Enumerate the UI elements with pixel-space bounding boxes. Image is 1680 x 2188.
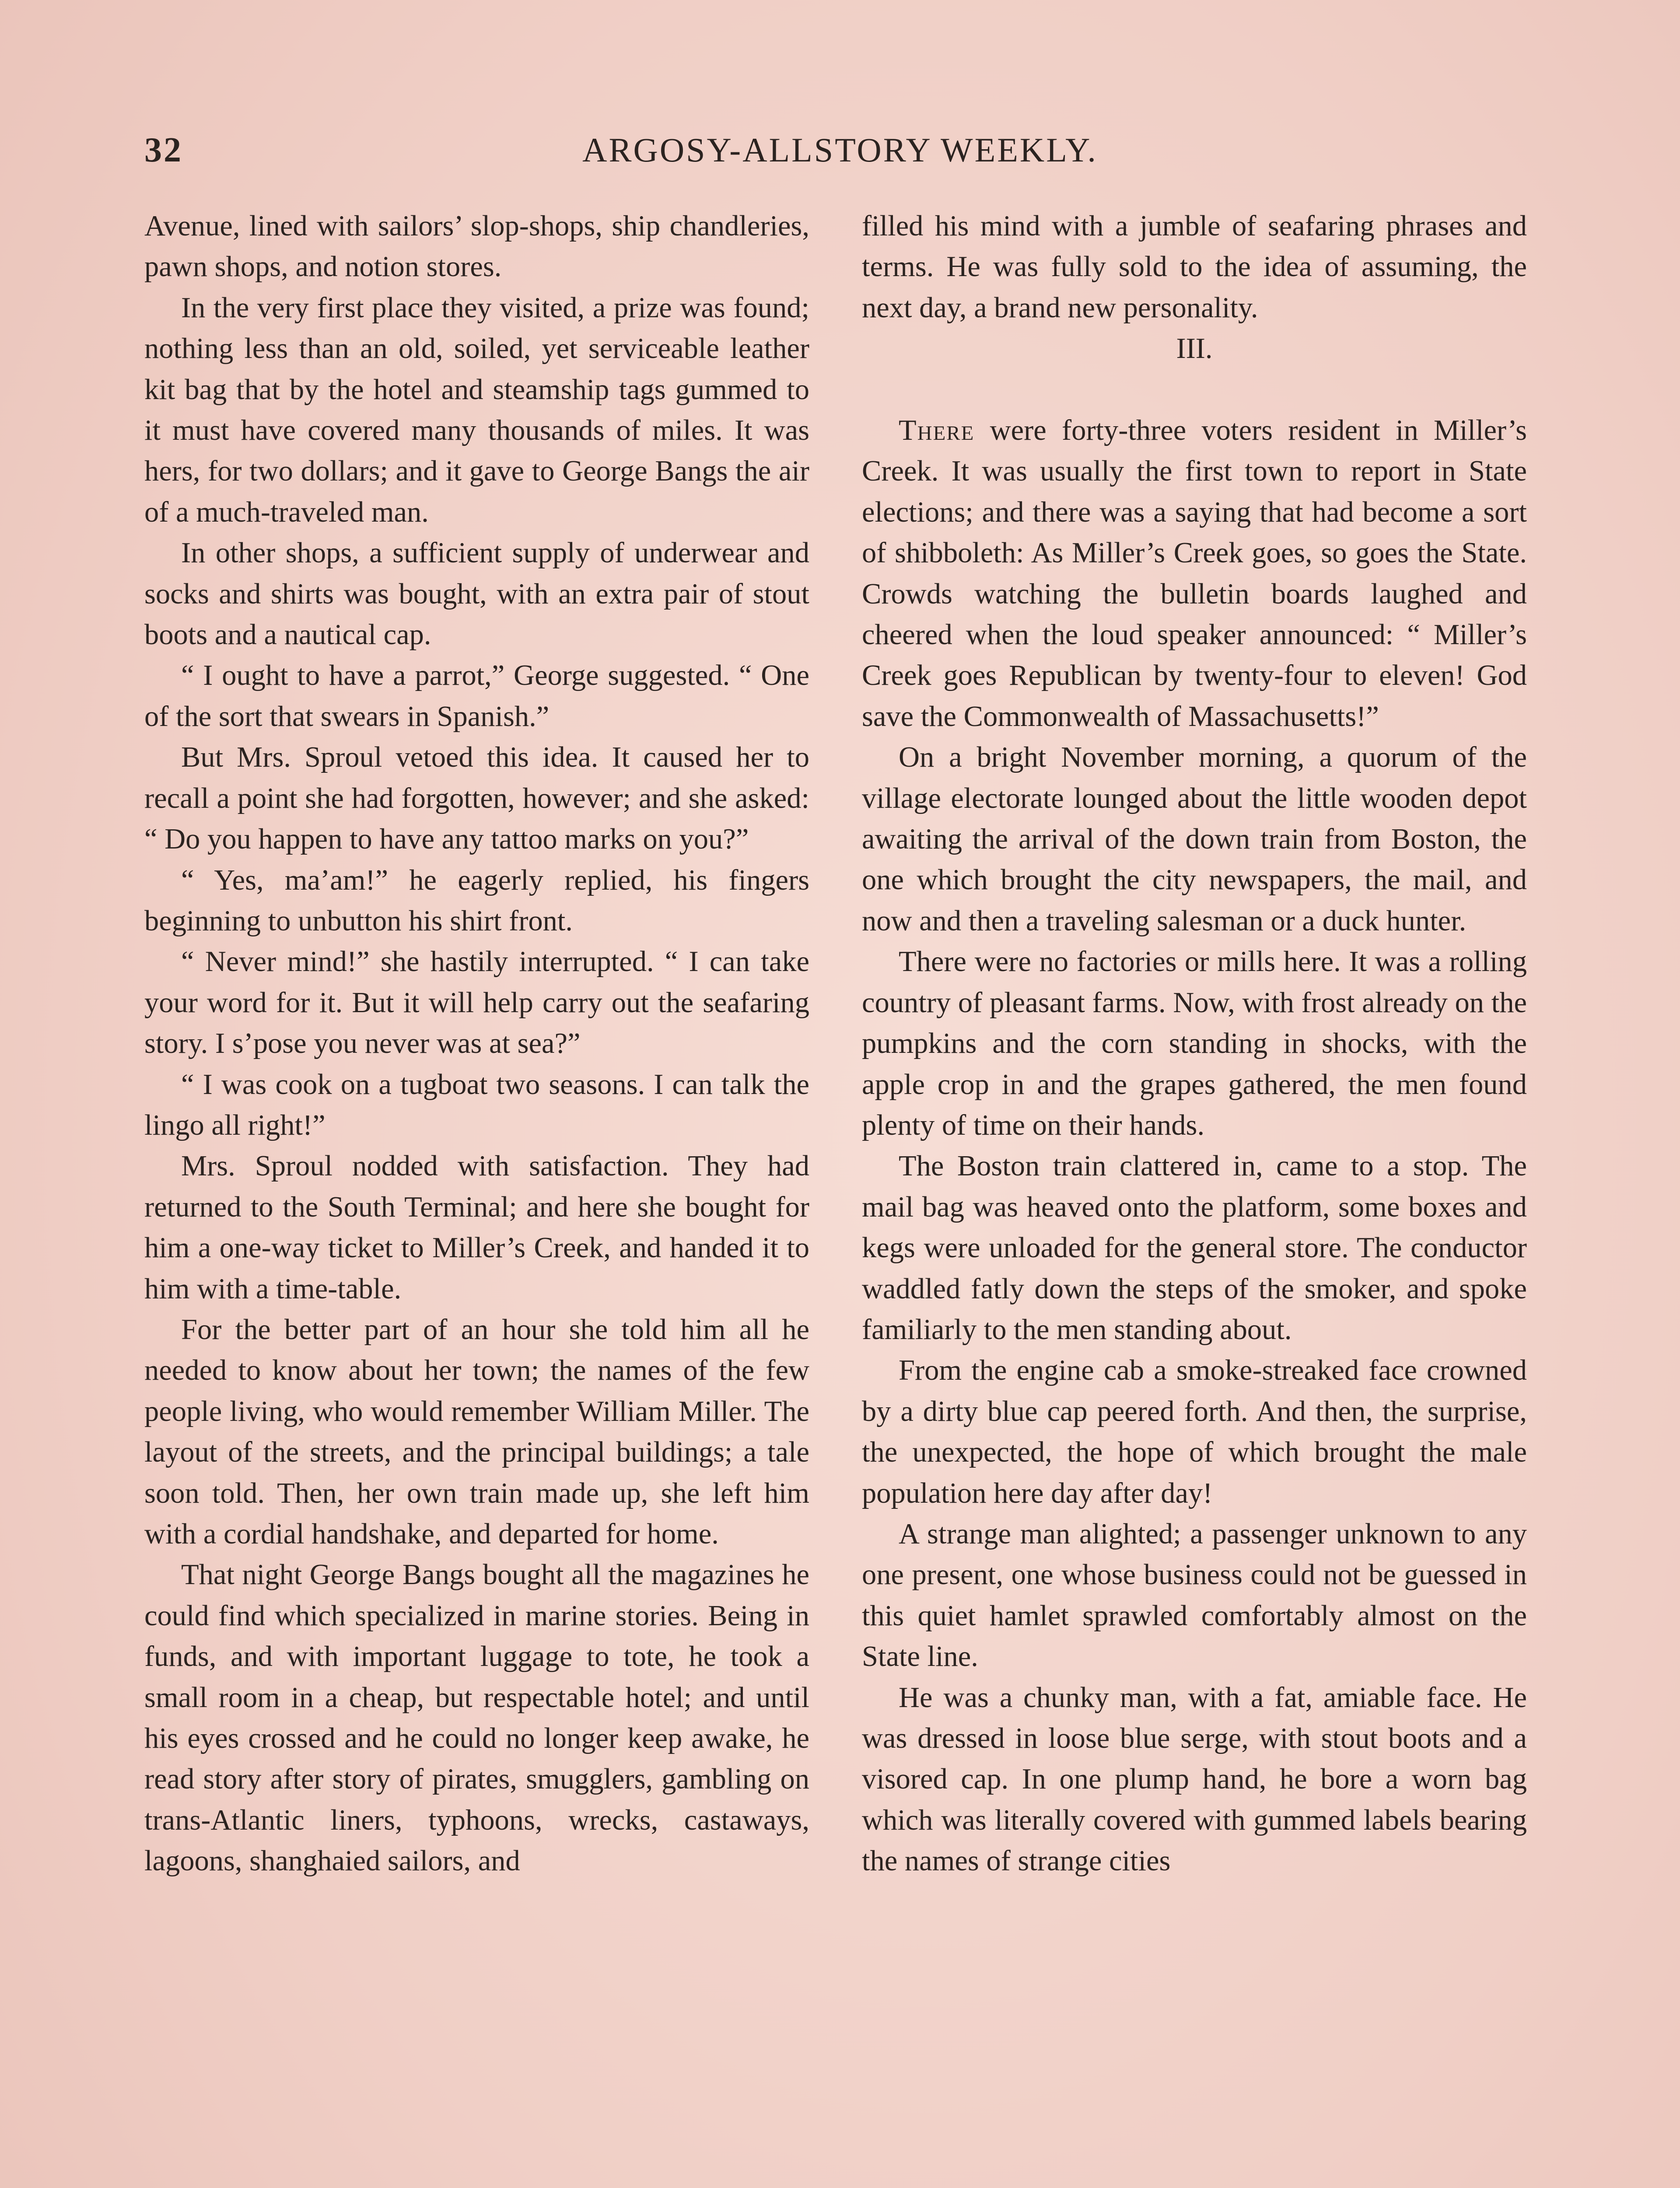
- magazine-page: [144, 123, 1536, 2188]
- paragraph: There were no factories or mills here. It was a rolling country of pleasant farms. Now, with frost already on the pumpkins and the corn standing in shocks, with the apple crop in and the grapes gathered, the men found plenty of time on their hands.: [862, 946, 1527, 1141]
- paragraph: The Boston train clattered in, came to a stop. The mail bag was heaved onto the platform, some boxes and kegs were unloaded for the general store. The conductor waddled fatly down the steps of the smoker, and spoke familiarly to the men standing about.: [862, 1150, 1527, 1346]
- page-number: 32: [144, 131, 183, 169]
- paragraph: “ I ought to have a parrot,” George suggested. “ One of the sort that swears in Spanish.”: [144, 659, 809, 733]
- paragraph: But Mrs. Sproul vetoed this idea. It caused her to recall a point she had forgotten, however; and she asked: “ Do you happen to have any tattoo marks on you?”: [144, 741, 809, 856]
- lead-word: There: [899, 414, 975, 447]
- paragraph: For the better part of an hour she told him all he needed to know about her town; the names of the few people living, who would remember William Miller. The layout of the streets, and the principal buildings; a tale soon told. Then, her own train made up, she left him with a cordial handshake, and departed for home.: [144, 1313, 809, 1550]
- paragraph: “ Never mind!” she hastily interrupted. “ I can take your word for it. But it will help carry out the seafaring story. I s’pose you never was at sea?”: [144, 946, 809, 1060]
- paragraph: That night George Bangs bought all the magazines he could find which specialized in marine stories. Being in funds, and with important luggage to tote, he took a small room in a cheap, but respectable hotel; and until his eyes crossed and he could no longer keep awake, he read story after story of pirates, smugglers, gambling on trans-Atlantic liners, typhoons, wrecks, castaways, lagoons, shanghaied sailors, and: [144, 1559, 809, 1877]
- paragraph: A strange man alighted; a passenger unknown to any one present, one whose business could not be guessed in this quiet hamlet sprawled comfortably almost on the State line.: [862, 1518, 1527, 1673]
- paragraph: He was a chunky man, with a fat, amiable face. He was dressed in loose blue serge, with stout boots and a visored cap. In one plump hand, he bore a worn bag which was literally covered with gummed labels bearing the names of strange cities: [862, 1681, 1527, 1877]
- paragraph: [862, 410, 1527, 737]
- paragraph: filled his mind with a jumble of seafaring phrases and terms. He was fully sold to the idea of assuming, the next day, a brand new personality.: [862, 210, 1527, 324]
- paragraph: In other shops, a sufficient supply of underwear and socks and shirts was bought, with an extra pair of stout boots and a nautical cap.: [144, 537, 809, 651]
- left-column: [144, 206, 809, 1882]
- section-number: III.: [1176, 333, 1213, 365]
- paragraph-text: were forty-three voters resident in Miller’s Creek. It was usually the first town to report in State elections; and there was a saying that had become a sort of shibboleth: As Miller’s Creek goes, so goes the State. Crowds watching the bulletin boards laughed and cheered when the loud speaker announced: “ Miller’s Creek goes Republican by twenty-four to eleven! God save the Commonwealth of Massachusetts!”: [862, 414, 1527, 733]
- paragraph: “ I was cook on a tugboat two seasons. I can talk the lingo all right!”: [144, 1068, 809, 1141]
- paragraph: Avenue, lined with sailors’ slop-shops, ship chandleries, pawn shops, and notion stores.: [144, 210, 809, 283]
- paragraph: In the very first place they visited, a prize was found; nothing less than an old, soiled, yet serviceable leather kit bag that by the hotel and steamship tags gummed to it must have covered many thousands of miles. It was hers, for two dollars; and it gave to George Bangs the air of a much-traveled man.: [144, 291, 809, 528]
- running-title: ARGOSY-ALLSTORY WEEKLY.: [582, 131, 1098, 169]
- paragraph: From the engine cab a smoke-streaked face crowned by a dirty blue cap peered forth. And then, the surprise, the unexpected, the hope of which brought the male population here day after day!: [862, 1354, 1527, 1509]
- paragraph: “ Yes, ma’am!” he eagerly replied, his fingers beginning to unbutton his shirt front.: [144, 864, 809, 937]
- paragraph: On a bright November morning, a quorum of the village electorate lounged about the little wooden depot awaiting the arrival of the down train from Boston, the one which brought the city newspapers, the mail, and now and then a traveling salesman or a duck hunter.: [862, 741, 1527, 937]
- paragraph: Mrs. Sproul nodded with satisfaction. They had returned to the South Terminal; and here she bought for him a one-way ticket to Miller’s Creek, and handed it to him with a time-table.: [144, 1150, 809, 1305]
- right-column: [862, 206, 1527, 1882]
- page-header: [144, 123, 1536, 175]
